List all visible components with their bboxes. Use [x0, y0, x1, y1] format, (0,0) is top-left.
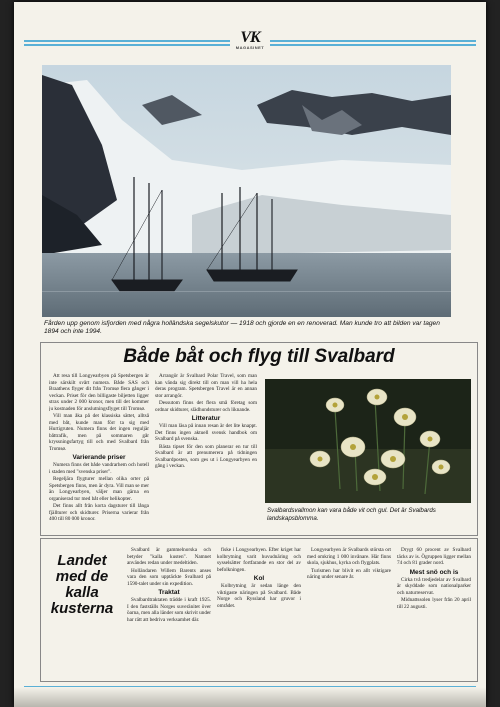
paragraph: Att resa till Longyearbyen på Spetsbergen är inte särskilt svårt numera. Både SAS och Braathens flyger dit från Tromsø flera gånger i veckan. Priset för den billigaste biljetten ligger strax under 2 000 kronor, men till det kommer ju kostnaden för anslutningsflyget till Tromsø. [49, 373, 149, 412]
photo-caption: Svalbardsvallmon kan vara både vit och gul. Det är Svalbards landskapsblomma. [267, 507, 436, 522]
logo-mark: VK [240, 29, 260, 46]
magazine-logo [230, 30, 270, 54]
paragraph: Svalbard är gammelnorska och betyder "kalla kusten". Namnet användes redan under medeltiden. [127, 547, 211, 566]
subheading: Traktat [158, 589, 180, 596]
newspaper-page [14, 2, 486, 707]
paragraph: Arrangör är Svalbard Polar Travel, som man kan vända sig direkt till om man vill ha hela deras program. Spetsbergen Travel är en annan stor arrangör. [155, 373, 257, 399]
paragraph: Vill man åka på det klassiska sättet, alltså med båt, kunde man förr ta sig med Hurtigruten. Numera finns det ingen reguljär båttrafik, men på sommaren går kryssningsfartyg till och med Svalbard från Tromsø. [49, 413, 149, 452]
feature-column-4 [397, 547, 471, 677]
paragraph: Numera finns det både vandrarhem och hotell i staden med "svenska priser". [49, 462, 149, 475]
paragraph: Holländaren Willem Barents anses vara den som upptäckte Svalbard på 1590-talet under sin expedition. [127, 567, 211, 587]
feature-headline: Landet med de kalla kusterna [50, 552, 114, 617]
paragraph: Bästa tipset för den som planerar en tur till Svalbard är att prenumerera på tidningen Svalbardposten, som ges ut i Longyearbyen en gång i veckan. [155, 443, 257, 469]
article-headline: Både båt och flyg till Svalbard [123, 346, 395, 367]
masthead [24, 29, 476, 54]
feature-column-3 [307, 547, 391, 677]
paragraph: Turismen har blivit en allt viktigare näring under senare år. [307, 567, 391, 580]
feature-article [40, 538, 478, 682]
paragraph: fiske i Longyearbyen. Efter kriget har kolbrytning varit huvudnäring och sysselsätter fortfarande en stor del av befolkningen. [217, 547, 301, 573]
travel-article [40, 342, 478, 536]
sailing-ships-photo [42, 65, 451, 317]
photo-caption: Fården upp genom isfjorden med några holländska segelskutor — 1918 och gjorde en en renoverad. Man kunde tro att bilden var tagen 1894 och inte 1994. [44, 320, 440, 335]
feature-column-1 [127, 547, 211, 677]
paragraph: Regeljära flygturer mellan olika orter på Spetsbergen finns, men är dyra. Vill man se mer än Longyearbyen, väljer man gärna en organiserad tur med båt eller helikopter. [49, 476, 149, 502]
paragraph: Cirka två tredjedelar av Svalbard är skyddade som nationalparker och naturreservat. [397, 576, 471, 596]
paragraph: Drygt 60 procent av Svalbard täcks av is. Ögruppen ligger mellan 74 och 81 grader nord. [397, 547, 471, 566]
footer-rule [24, 686, 476, 688]
subheading: Kol [253, 575, 265, 582]
paragraph: Midnattssolen lyser från 20 april till 22 augusti. [397, 597, 471, 610]
feature-column-2 [217, 547, 301, 677]
paragraph: Longyearbyen är Svalbards största ort med omkring 1 000 invånare. Här finns skola, sjukhus, kyrka och flygplats. [307, 547, 391, 566]
subheading: Litteratur [191, 415, 221, 422]
article-column-2 [155, 373, 257, 531]
paragraph: Dessutom finns det flera små företag som ordnar skidturer, slädhundsturer och liknande. [155, 400, 257, 413]
logo-subtitle: MAGASINET [235, 45, 265, 50]
article-column-1 [49, 373, 149, 531]
paragraph: Kolbrytning är sedan länge den viktigaste näringen på Svalbard. Både Norge och Ryssland har gruvor i området. [217, 583, 301, 609]
paragraph: Vill man läsa på innan resan är det lite knappt. Det finns ingen aktuell svensk handbok om Svalbard på svenska. [155, 423, 257, 442]
subheading: Mest snö och is [409, 568, 459, 576]
paragraph: Svalbardtraktaten trädde i kraft 1925. I den fastställs Norges suveränitet över öarna, men alla länder som skrivit under har rätt att bedriva verksamhet där. [127, 597, 211, 623]
subheading: Varierande priser [72, 454, 126, 461]
paragraph: Det finns allt från korta dagsturer till långa fjällturer och skidturer. Priserna varierar från 400 till 80 000 kronor. [49, 503, 149, 522]
poppy-flowers-photo [265, 379, 471, 503]
